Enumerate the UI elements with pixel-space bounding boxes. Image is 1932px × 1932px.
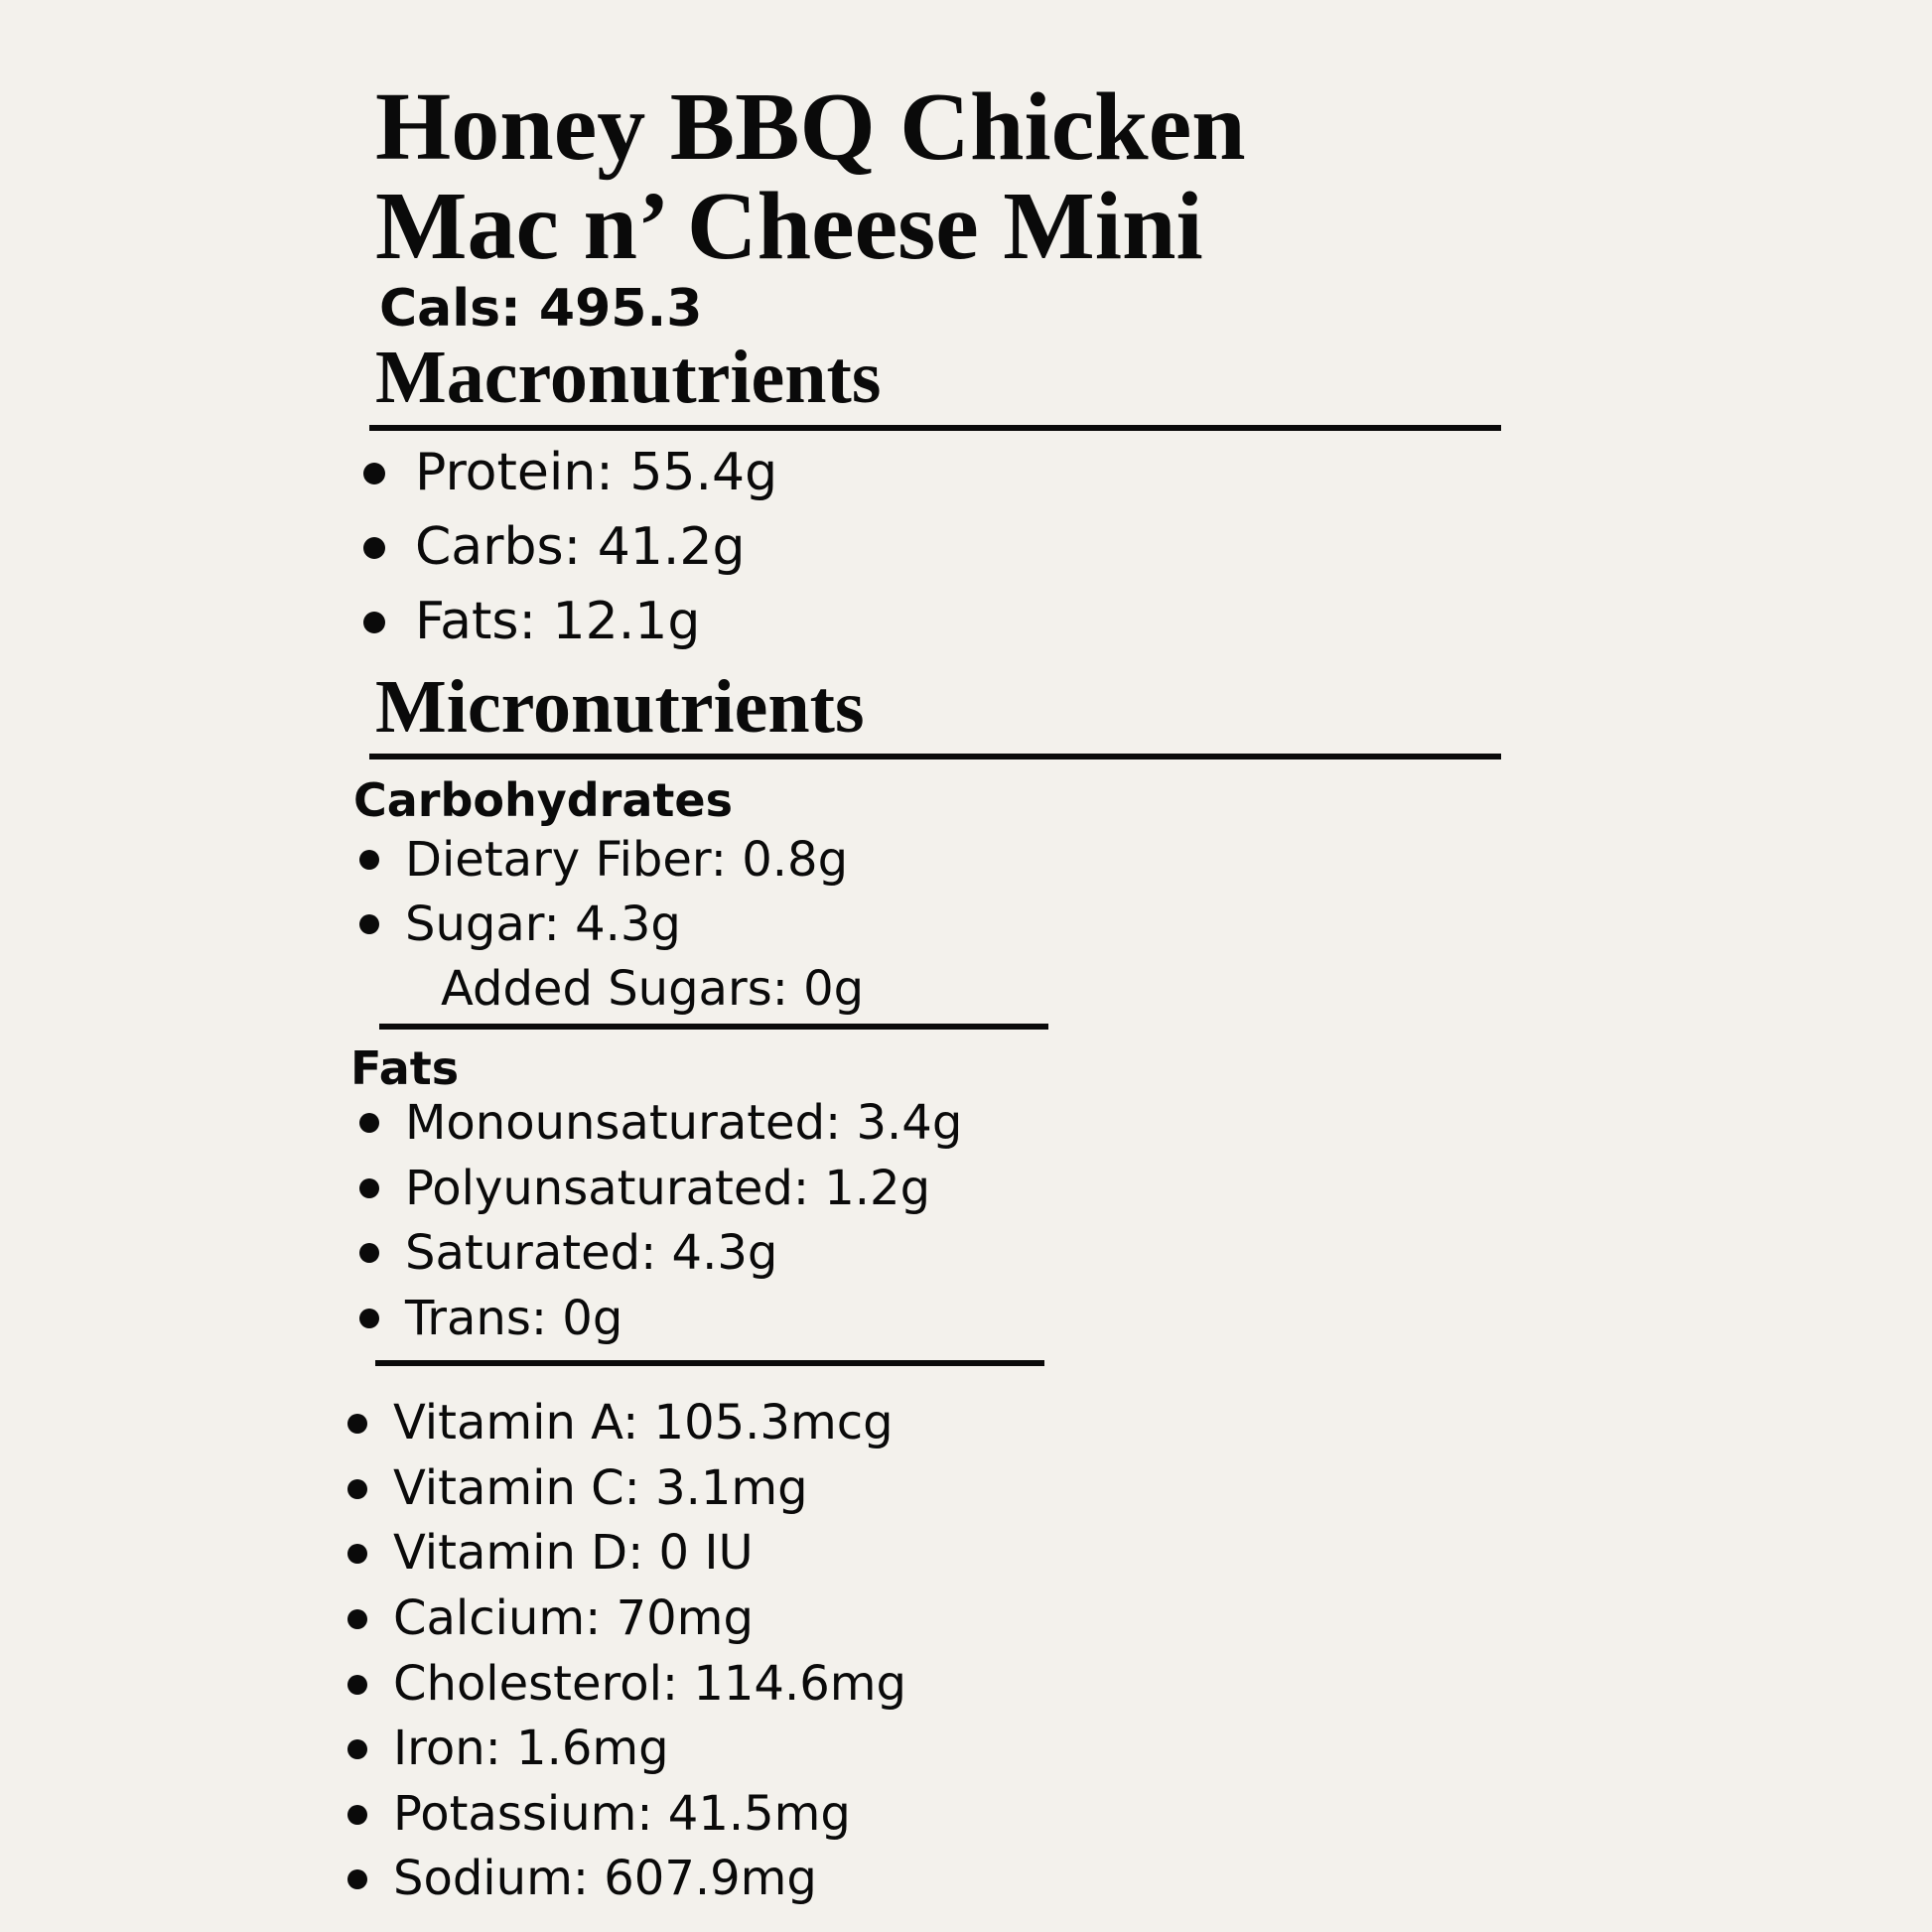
bullet-icon [359, 1113, 379, 1133]
recipe-title-line-2: Mac n’ Cheese Mini [375, 173, 1203, 280]
carb-added-sugars: Added Sugars: 0g [441, 961, 865, 1017]
bullet-icon [363, 537, 385, 559]
fats-divider [375, 1360, 1044, 1366]
mineral-sodium: Sodium: 607.9mg [393, 1851, 817, 1906]
bullet-icon [359, 1178, 379, 1198]
calories-value: Cals: 495.3 [379, 279, 703, 339]
bullet-icon [347, 1609, 367, 1629]
bullet-icon [347, 1479, 367, 1499]
mineral-calcium: Calcium: 70mg [393, 1590, 754, 1646]
bullet-icon [359, 914, 379, 934]
carb-dietary-fiber: Dietary Fiber: 0.8g [405, 832, 849, 888]
bullet-icon [347, 1544, 367, 1564]
bullet-icon [347, 1805, 367, 1825]
micronutrients-divider [369, 754, 1501, 759]
carb-sugar: Sugar: 4.3g [405, 897, 681, 952]
carbohydrates-divider [379, 1024, 1048, 1030]
mineral-potassium: Potassium: 41.5mg [393, 1786, 851, 1842]
bullet-icon [359, 1243, 379, 1263]
bullet-icon [363, 612, 385, 633]
fat-monounsaturated: Monounsaturated: 3.4g [405, 1095, 963, 1151]
macronutrients-heading: Macronutrients [375, 336, 882, 419]
bullet-icon [359, 1309, 379, 1328]
bullet-icon [359, 850, 379, 870]
fat-trans: Trans: 0g [405, 1291, 623, 1346]
bullet-icon [347, 1414, 367, 1434]
macronutrients-divider [369, 425, 1501, 431]
recipe-title-line-1: Honey BBQ Chicken [375, 73, 1246, 181]
bullet-icon [347, 1869, 367, 1889]
fat-polyunsaturated: Polyunsaturated: 1.2g [405, 1161, 931, 1216]
macro-carbs: Carbs: 41.2g [415, 517, 746, 577]
cholesterol: Cholesterol: 114.6mg [393, 1656, 906, 1712]
mineral-iron: Iron: 1.6mg [393, 1721, 669, 1776]
bullet-icon [363, 463, 385, 484]
vitamin-a: Vitamin A: 105.3mcg [393, 1395, 894, 1450]
vitamin-c: Vitamin C: 3.1mg [393, 1460, 808, 1516]
macro-protein: Protein: 55.4g [415, 443, 778, 502]
fat-saturated: Saturated: 4.3g [405, 1225, 778, 1281]
micronutrients-heading: Micronutrients [375, 665, 865, 749]
macro-fats: Fats: 12.1g [415, 592, 701, 651]
vitamin-d: Vitamin D: 0 IU [393, 1525, 754, 1581]
carbohydrates-heading: Carbohydrates [353, 773, 733, 827]
bullet-icon [347, 1675, 367, 1695]
fats-heading: Fats [350, 1041, 460, 1095]
bullet-icon [347, 1739, 367, 1759]
